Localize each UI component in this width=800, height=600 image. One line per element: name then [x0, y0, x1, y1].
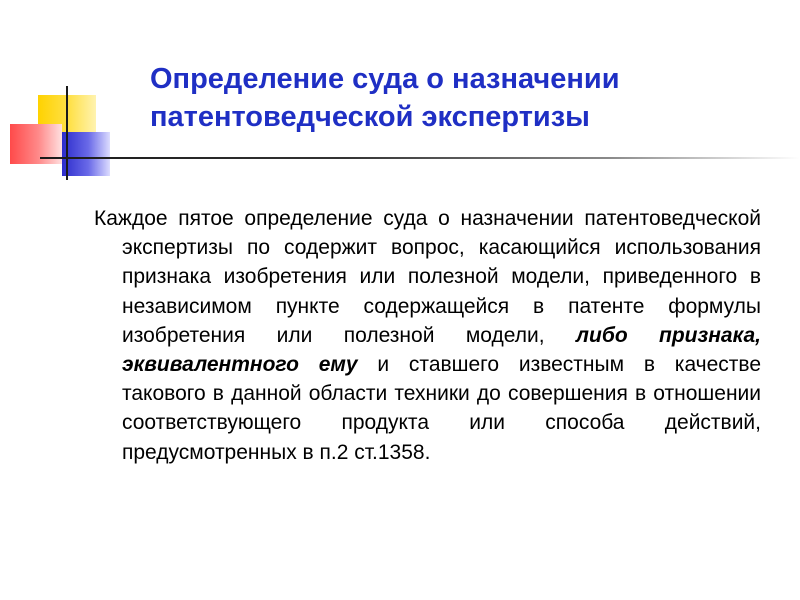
paragraph-emphasis: либо признака, эквивалентного ему: [122, 323, 762, 377]
slide-title: Определение суда о назначении патентоведческой экспертизы: [150, 63, 620, 133]
paragraph-text-part-2: и ставшего известным в качестве такового в данной области техники до совершения в отношении соответствующего продукта или способа действий, предусмотренных в п.2 ст.1358.: [122, 353, 761, 464]
blue-square-decoration: [62, 132, 110, 176]
paragraph-text-part-1: Каждое пятое определение суда о назначении патентоведческой экспертизы по содержит вопрос, касающийся использования признака изобретения или полезной модели, приведенного в независимом пункте содержащейся в патенте формулы изобретения или полезной модели,: [94, 207, 761, 347]
title-underline-divider: [40, 157, 800, 159]
vertical-line-decoration: [66, 86, 68, 180]
body-paragraph: [94, 204, 762, 467]
